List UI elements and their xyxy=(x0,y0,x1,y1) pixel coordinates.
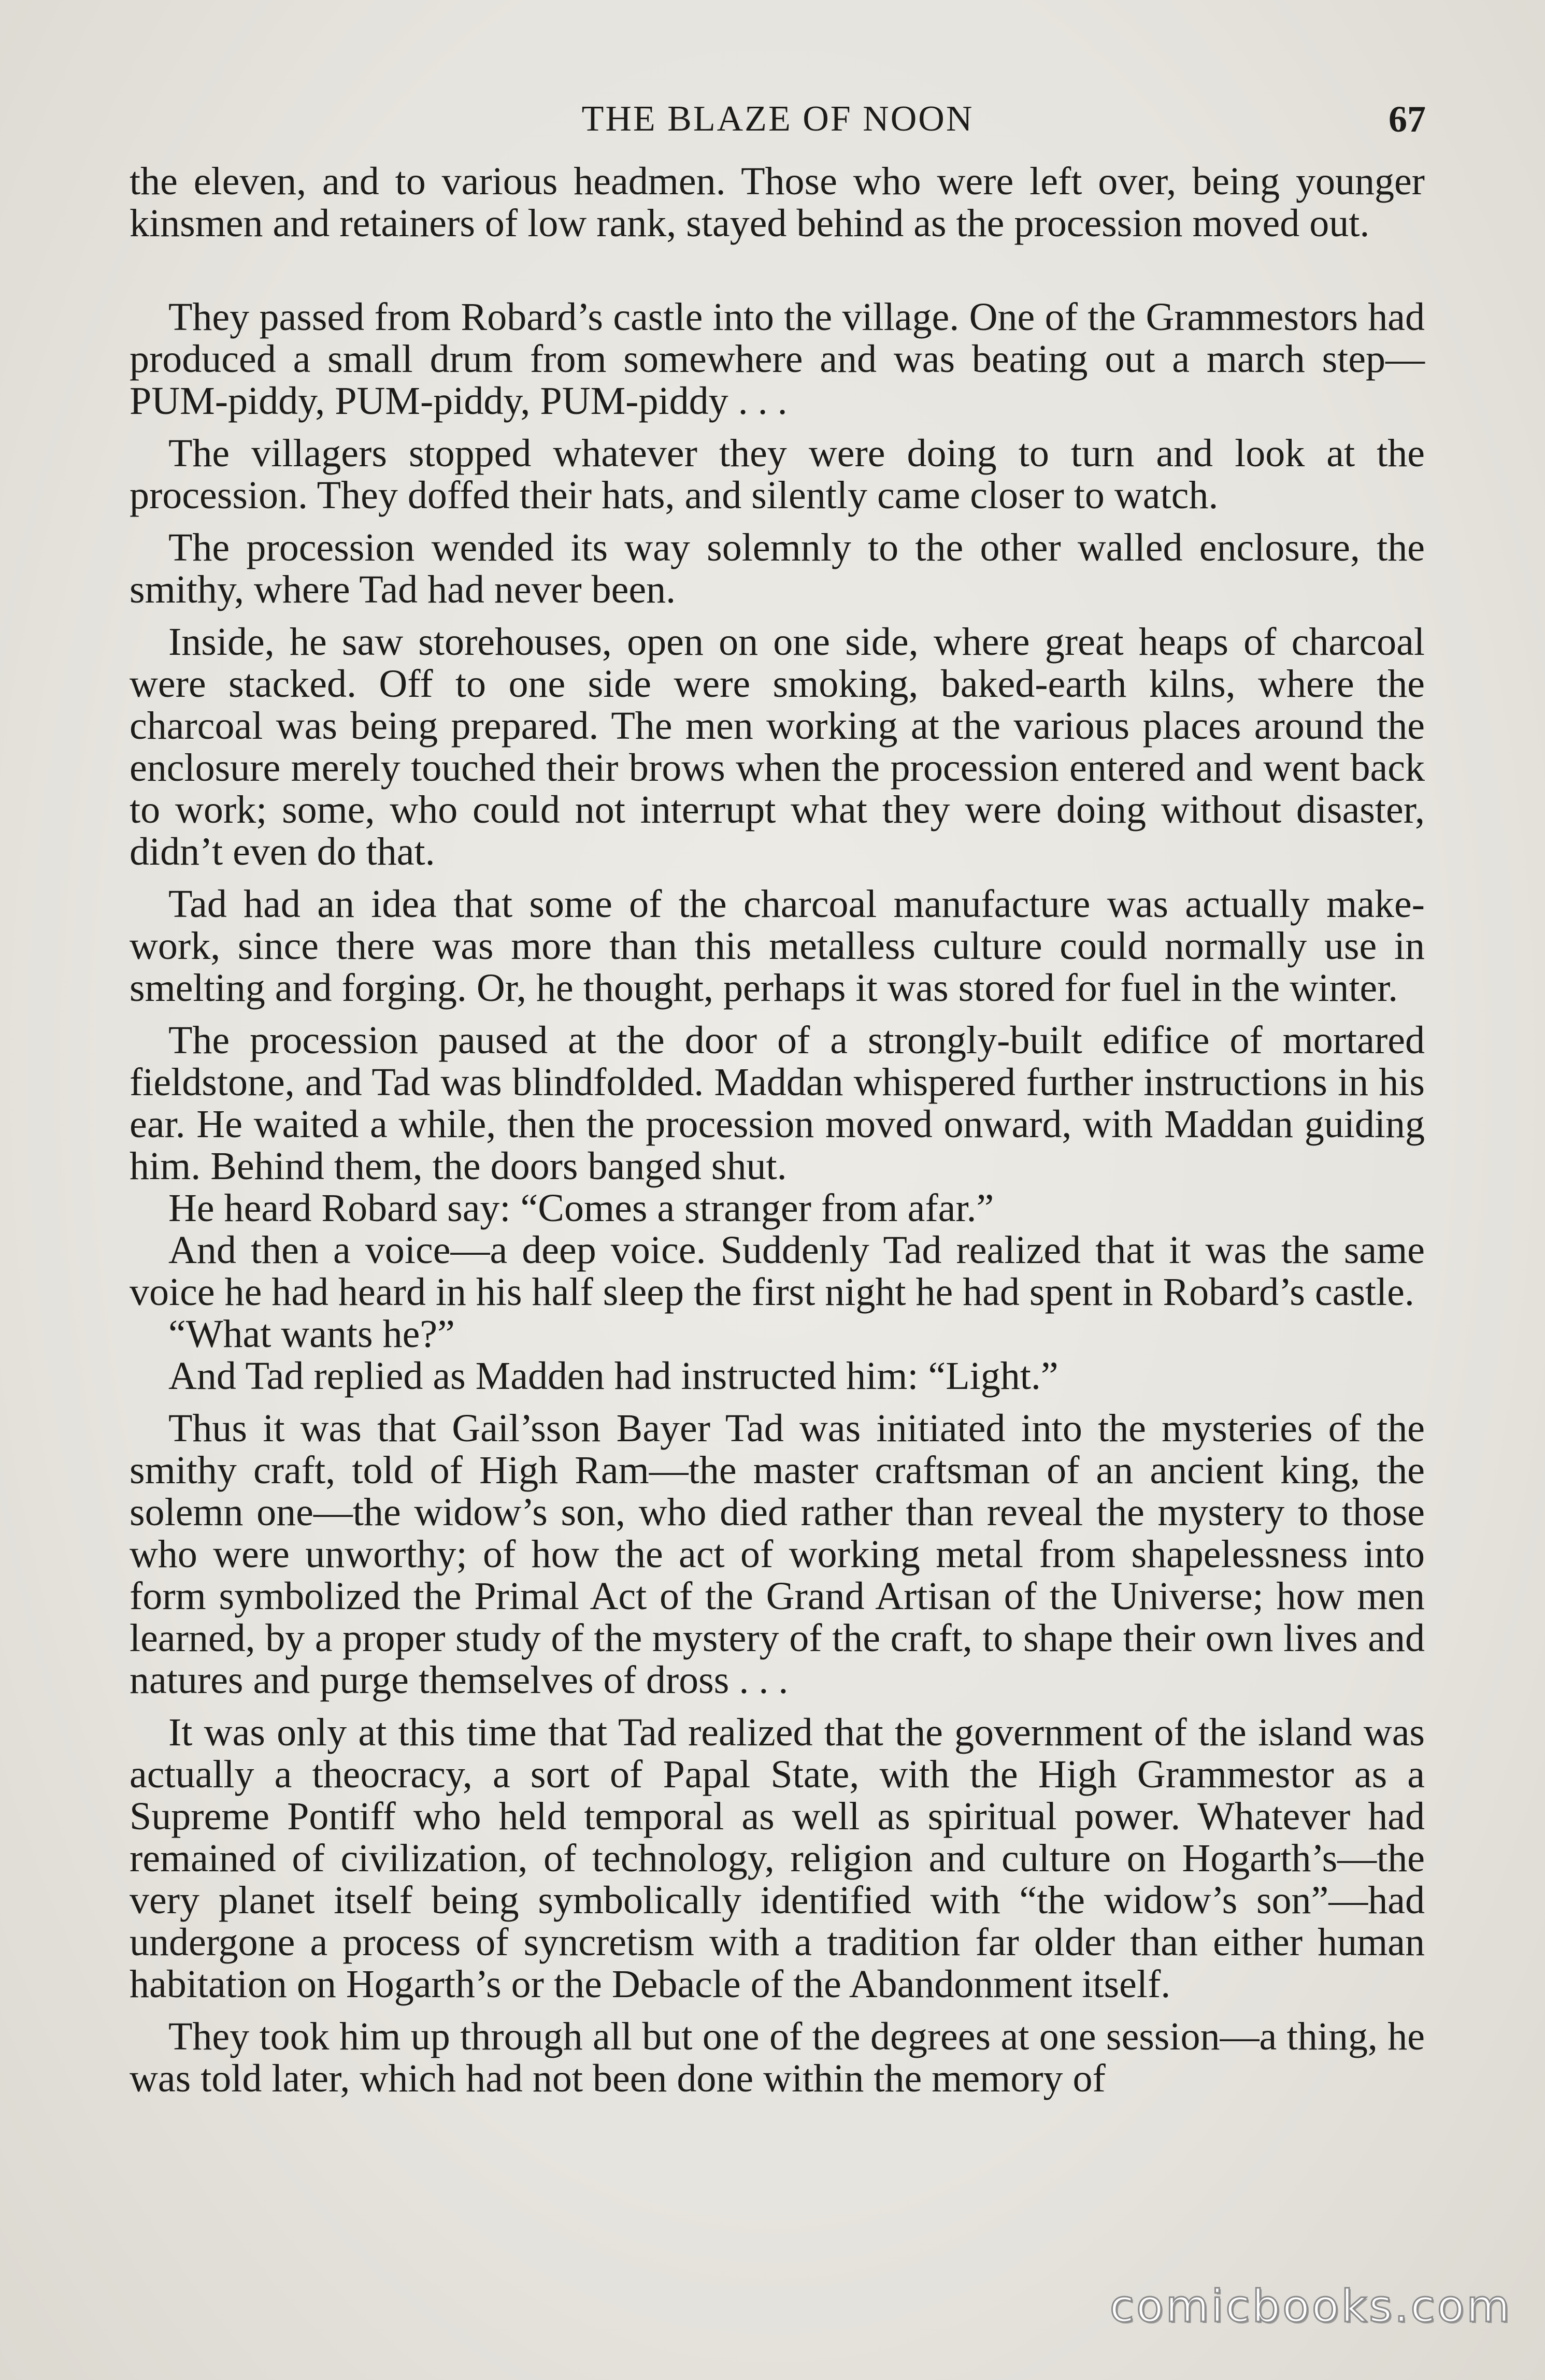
paragraph: They passed from Robard’s castle into the village. One of the Grammestors had produced a small drum from somewhere and was beating out a march step—PUM-piddy, PUM-piddy, PUM-piddy . . . xyxy=(130,295,1425,423)
paragraph: The procession paused at the door of a strongly-built edifice of mortared fieldstone, and Tad was blindfolded. Maddan whispered further instructions in his ear. He waited a while, then the procession moved onward, with Maddan guiding him. Behind them, the doors banged shut. xyxy=(130,1019,1425,1188)
paragraph: Inside, he saw storehouses, open on one side, where great heaps of charcoal were stacked. Off to one side were smoking, baked-earth kilns, where the charcoal was being prepared. The men working at the various places around the enclosure merely touched their brows when the procession entered and went back to work; some, who could not interrupt what they were doing without disaster, didn’t even do that. xyxy=(130,620,1425,873)
page-header xyxy=(130,93,1426,145)
paragraph: He heard Robard say: “Comes a stranger from afar.” xyxy=(168,1186,994,1230)
body-text xyxy=(130,161,1425,2100)
paragraph: The villagers stopped whatever they were doing to turn and look at the procession. They doffed their hats, and silently came closer to watch. xyxy=(130,432,1425,517)
paragraph: Thus it was that Gail’sson Bayer Tad was initiated into the mysteries of the smithy craft, told of High Ram—the master craftsman of an ancient king, the solemn one—the widow’s son, who died rather than reveal the mystery to those who were unworthy; of how the act of working metal from shapelessness into form symbolized the Primal Act of the Grand Artisan of the Universe; how men learned, by a proper study of the mystery of the craft, to shape their own lives and natures and purge themselves of dross . . . xyxy=(130,1407,1425,1702)
watermark: comicbooks.com xyxy=(1109,2281,1512,2332)
running-head: THE BLAZE OF NOON xyxy=(581,99,974,139)
paragraph: And then a voice—a deep voice. Suddenly Tad realized that it was the same voice he had heard in his half sleep the first night he had spent in Robard’s castle. xyxy=(130,1228,1425,1314)
paragraph: the eleven, and to various headmen. Those who were left over, being younger kinsmen and retainers of low rank, stayed behind as the procession moved out. xyxy=(130,160,1425,245)
paragraph: Tad had an idea that some of the charcoal manufacture was actually make-work, since there was more than this metalless culture could normally use in smelting and forging. Or, he thought, perhaps it was stored for fuel in the winter. xyxy=(130,882,1425,1010)
paragraph: “What wants he?” xyxy=(168,1312,455,1356)
page-number: 67 xyxy=(1389,98,1426,140)
paragraph: It was only at this time that Tad realized that the government of the island was actually a theocracy, a sort of Papal State, with the High Grammestor as a Supreme Pontiff who held temporal as well as spiritual power. Whatever had remained of civilization, of technology, religion and culture on Hogarth’s—the very planet itself being symbolically identified with “the widow’s son”—had undergone a process of syncretism with a tradition far older than either human habitation on Hogarth’s or the Debacle of the Abandonment itself. xyxy=(130,1711,1425,2006)
paragraph: And Tad replied as Madden had instructed him: “Light.” xyxy=(168,1354,1058,1398)
paragraph: The procession wended its way solemnly to the other walled enclosure, the smithy, where Tad had never been. xyxy=(130,526,1425,611)
paragraph: They took him up through all but one of the degrees at one session—a thing, he was told later, which had not been done within the memory of xyxy=(130,2015,1425,2100)
